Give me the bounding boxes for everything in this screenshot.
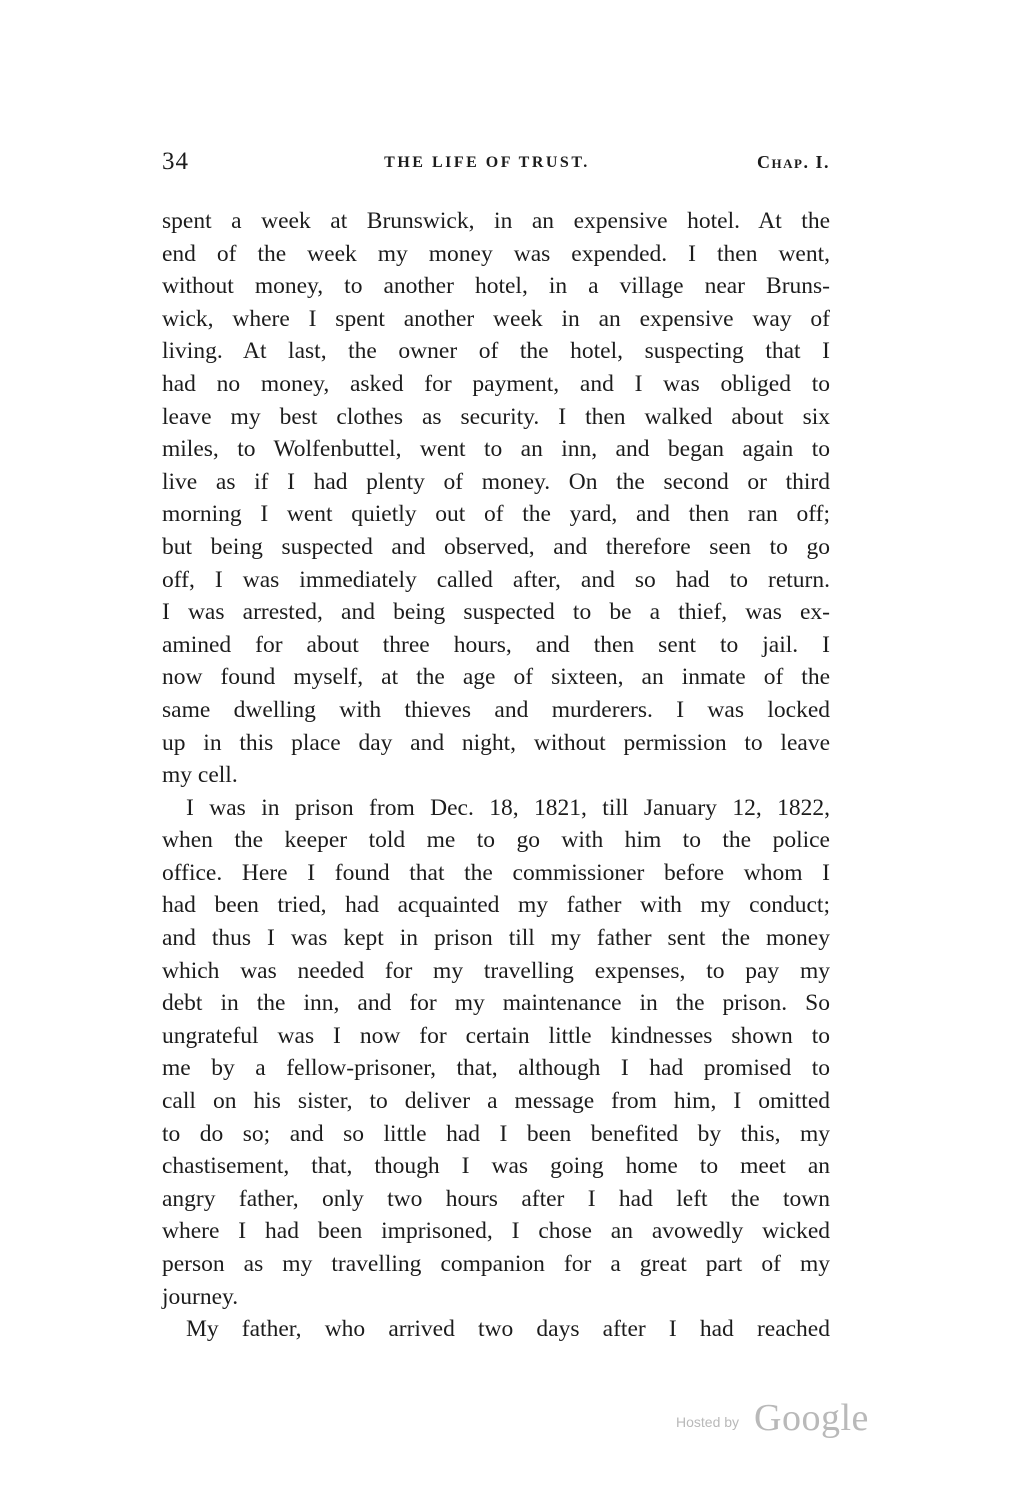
text-line: without money, to another hotel, in a village near Bruns-	[162, 273, 830, 300]
text-line: same dwelling with thieves and murderers. I was locked	[162, 696, 830, 723]
text-line: had no money, asked for payment, and I was obliged to	[162, 370, 830, 397]
text-line: miles, to Wolfenbuttel, went to an inn, and began again to	[162, 436, 830, 463]
text-line: my cell.	[162, 762, 238, 789]
text-line: end of the week my money was expended. I then went,	[162, 240, 830, 267]
text-line: angry father, only two hours after I had left the town	[162, 1185, 830, 1212]
chapter-label: Chap. I.	[757, 152, 830, 172]
text-line: My father, who arrived two days after I had reached	[186, 1316, 830, 1343]
text-line: spent a week at Brunswick, in an expensive hotel. At the	[162, 208, 830, 234]
text-line: up in this place day and night, without permission to leave	[162, 729, 830, 756]
text-line: live as if I had plenty of money. On the second or third	[162, 468, 830, 495]
text-line: now found myself, at the age of sixteen, an inmate of the	[162, 664, 830, 691]
page-body-text	[162, 205, 830, 1346]
text-line: off, I was immediately called after, and so had to return.	[162, 566, 830, 593]
text-line: morning I went quietly out of the yard, and then ran off;	[162, 501, 830, 528]
running-header	[162, 148, 830, 182]
text-line: call on his sister, to deliver a message from him, I omitted	[162, 1088, 830, 1115]
text-line: journey.	[162, 1283, 239, 1310]
text-line: me by a fellow-prisoner, that, although I had promised to	[162, 1055, 830, 1082]
text-line: office. Here I found that the commissioner before whom I	[162, 859, 830, 886]
running-title: THE LIFE OF TRUST.	[384, 154, 590, 171]
text-line: and thus I was kept in prison till my father sent the money	[162, 925, 830, 952]
hosted-by-watermark	[676, 1398, 886, 1444]
text-line: debt in the inn, and for my maintenance in the prison. So	[162, 990, 830, 1017]
hosted-by-label: Hosted by	[676, 1414, 740, 1430]
text-line: ungrateful was I now for certain little kindnesses shown to	[162, 1022, 830, 1049]
text-line: but being suspected and observed, and therefore seen to go	[162, 533, 830, 560]
text-line: which was needed for my travelling expenses, to pay my	[162, 957, 830, 984]
text-line: person as my travelling companion for a great part of my	[162, 1251, 830, 1277]
text-line: where I had been imprisoned, I chose an avowedly wicked	[162, 1218, 830, 1245]
text-line: to do so; and so little had I been benefited by this, my	[162, 1120, 830, 1147]
text-line: living. At last, the owner of the hotel, suspecting that I	[162, 338, 830, 365]
text-line: when the keeper told me to go with him to the police	[162, 827, 830, 854]
google-logo: Google	[754, 1397, 869, 1439]
text-line: had been tried, had acquainted my father with my conduct;	[162, 892, 830, 919]
page-number: 34	[162, 148, 189, 175]
text-line: leave my best clothes as security. I then walked about six	[162, 403, 830, 430]
text-line: I was in prison from Dec. 18, 1821, till January 12, 1822,	[186, 794, 830, 821]
text-line: chastisement, that, though I was going home to meet an	[162, 1153, 830, 1180]
text-line: I was arrested, and being suspected to be a thief, was ex-	[162, 599, 830, 626]
text-line: amined for about three hours, and then sent to jail. I	[162, 631, 830, 658]
text-line: wick, where I spent another week in an expensive way of	[162, 305, 830, 332]
